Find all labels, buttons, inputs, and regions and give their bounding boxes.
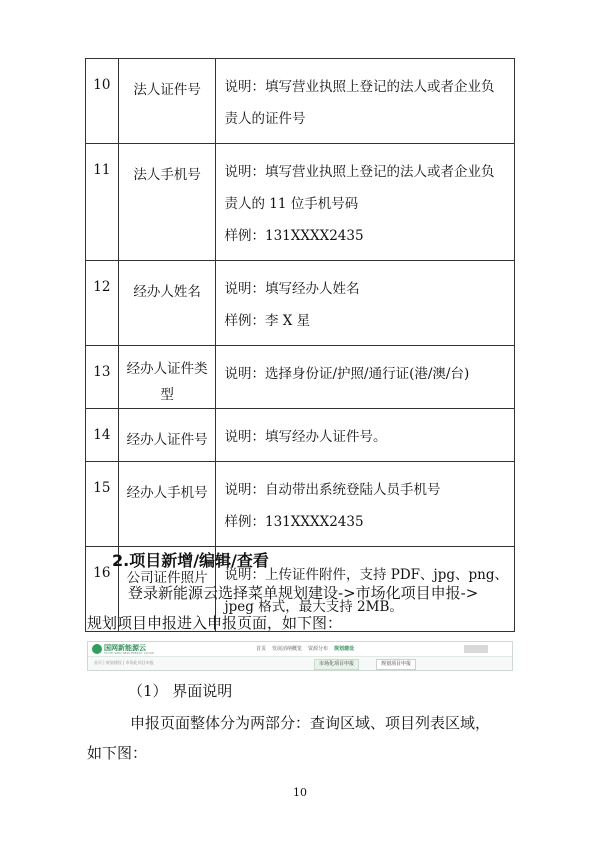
field-description: [216, 261, 515, 346]
description-line: 说明：填写营业执照上登记的法人或者企业负: [224, 164, 495, 180]
breadcrumb: 首页 | 规划建设 | 市场化项目申报: [94, 660, 154, 665]
description-line: 说明：选择身份证/护照/通行证(港/澳/台): [224, 366, 470, 382]
field-name: [118, 261, 216, 346]
nav-item: 资源分布: [308, 646, 329, 652]
field-name: [118, 346, 216, 409]
screenshot-brand-sub: STATE GRID NEW ENERGY CLOUD: [104, 651, 155, 655]
description-line: 样例：131XXXX2435: [224, 514, 364, 530]
field-description-table: [85, 58, 515, 632]
screenshot-header: [88, 642, 512, 657]
field-description: [216, 462, 515, 547]
table-row: [86, 346, 515, 409]
section-title: 2.项目新增/编辑/查看: [112, 551, 269, 570]
row-number: 13: [86, 346, 119, 409]
table-row: [86, 462, 515, 547]
description-line: 样例：131XXXX2435: [224, 228, 364, 244]
row-number: 11: [86, 144, 119, 261]
logo-icon: [92, 644, 102, 654]
intro-line-2: 规划项目申报进入申报页面，如下图：: [87, 614, 343, 632]
description-line: 样例：李 X 星: [224, 313, 311, 329]
description-line: 责人的证件号: [224, 111, 306, 127]
field-name-line: 经办人手机号: [126, 485, 208, 501]
row-number: 15: [86, 462, 119, 547]
field-description: [216, 409, 515, 462]
field-name: [118, 409, 216, 462]
page-number: 10: [293, 786, 307, 799]
field-description: [216, 59, 515, 144]
nav-item: 首页: [256, 646, 267, 652]
field-name: [118, 59, 216, 144]
field-name: [118, 462, 216, 547]
subsection-title: （1） 界面说明: [128, 682, 233, 700]
avatar: [464, 645, 488, 653]
screenshot-nav: [256, 645, 360, 652]
table-row: [86, 144, 515, 261]
table-row: [86, 59, 515, 144]
desc-line-2: 如下图：: [87, 744, 148, 762]
description-line: jpeg 格式，最大支持 2MB。: [224, 599, 403, 615]
screenshot-subbar: [88, 657, 512, 670]
row-number: 14: [86, 409, 119, 462]
row-number: 10: [86, 59, 119, 144]
description-line: 说明：自动带出系统登陆人员手机号: [224, 482, 441, 498]
description-line: 说明：上传证件附件，支持 PDF、jpg、png、: [224, 567, 508, 583]
field-name-line: 型: [160, 387, 174, 403]
tab-planning-project: 规划项目申报: [376, 659, 416, 670]
nav-item: 发展消纳概览: [272, 646, 303, 652]
embedded-screenshot: [87, 641, 513, 671]
intro-line-1: 登录新能源云选择菜单规划建设->市场化项目申报->: [128, 584, 479, 602]
row-number: 12: [86, 261, 119, 346]
row-number: 16: [86, 547, 119, 632]
description-line: 责人的 11 位手机号码: [224, 196, 359, 212]
tab-market-project: 市场化项目申报: [314, 659, 359, 670]
field-name-line: 公司证件照片: [126, 570, 208, 586]
field-name-line: 法人手机号: [133, 167, 201, 183]
field-description: [216, 346, 515, 409]
description-line: 说明：填写营业执照上登记的法人或者企业负: [224, 79, 495, 95]
desc-line-1: 申报页面整体分为两部分：查询区域、项目列表区域，: [130, 714, 491, 732]
field-name: [118, 144, 216, 261]
description-line: 说明：填写经办人姓名: [224, 281, 360, 297]
field-name-line: 经办人证件号: [126, 432, 208, 448]
description-line: 说明：填写经办人证件号。: [224, 429, 387, 445]
field-name-line: 经办人姓名: [133, 284, 201, 300]
screenshot-brand: 国网新能源云: [104, 644, 146, 652]
table-row: [86, 261, 515, 346]
table-row: [86, 409, 515, 462]
field-name-line: 经办人证件类: [126, 361, 208, 377]
field-name-line: 法人证件号: [133, 82, 201, 98]
nav-item: 规划建设: [334, 646, 355, 652]
field-description: [216, 144, 515, 261]
